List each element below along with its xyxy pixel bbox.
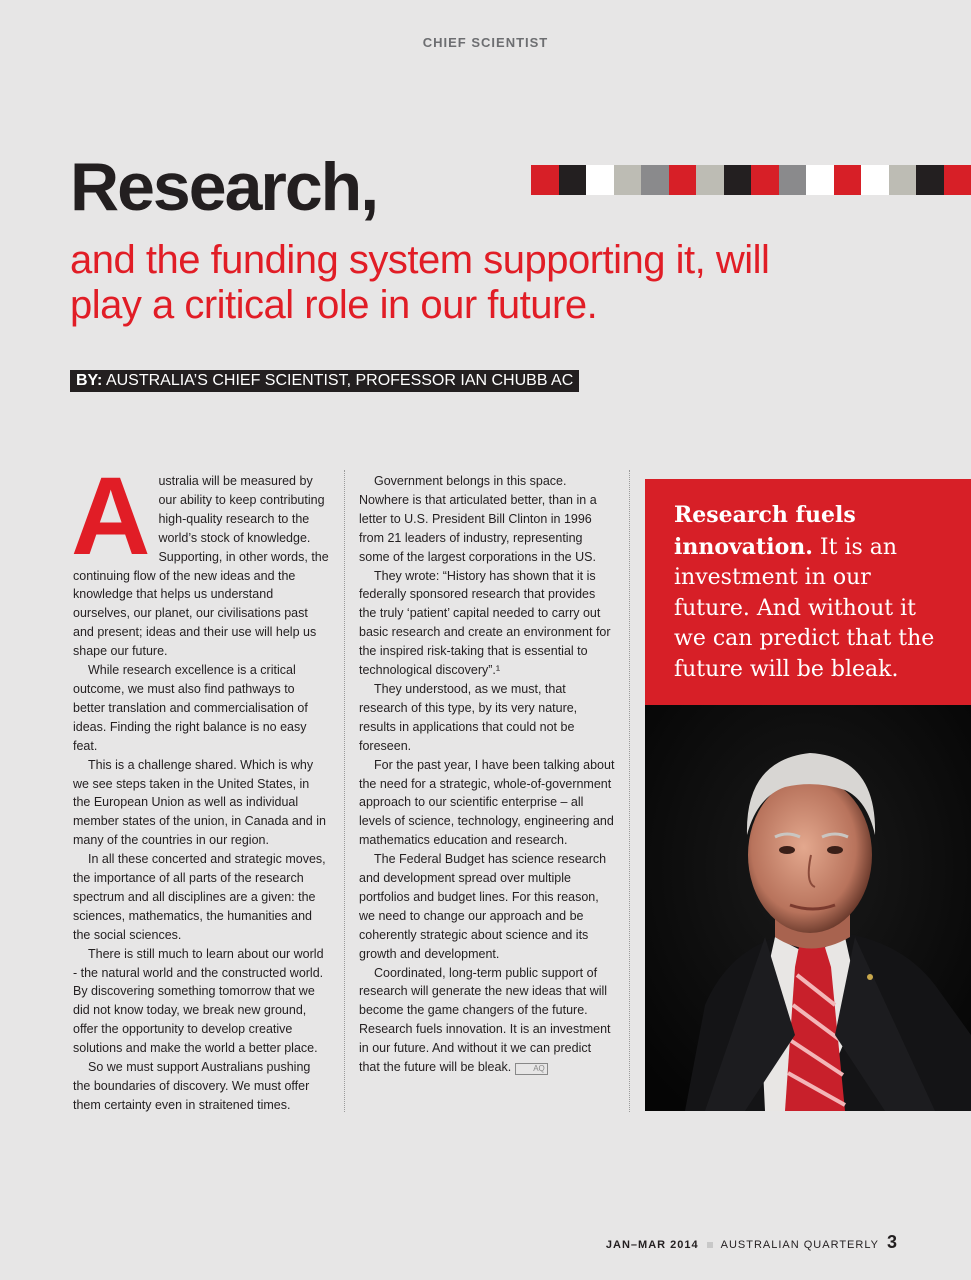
byline-author: AUSTRALIA’S CHIEF SCIENTIST, PROFESSOR IAN CHUBB AC [102, 372, 574, 389]
stripe-block [559, 165, 587, 195]
decorative-stripe [531, 165, 971, 195]
stripe-block [614, 165, 642, 195]
paragraph: There is still much to learn about our world - the natural world and the constructed world. By discovering something tomorrow that we did not know today, we break new ground, offer the opportunity to develop creative solutions and make the world a better place. [73, 946, 324, 1056]
publication-name: AUSTRALIAN QUARTERLY [720, 1239, 879, 1251]
stripe-block [724, 165, 752, 195]
paragraph [359, 964, 615, 1077]
separator-square-icon [707, 1242, 713, 1248]
stripe-block [889, 165, 917, 195]
paragraph: The Federal Budget has science research and development spread over multiple portfolios and budget lines. For this reason, we need to change our approach and be coherently strategic about science and its growth and development. [359, 852, 607, 961]
article-title: Research, [70, 149, 378, 225]
article-subtitle: and the funding system supporting it, will play a critical role in our future. [70, 238, 770, 327]
paragraph-text: Coordinated, long-term public support of research will generate the new ideas that will become the game changers of the future. Research fuels innovation. It is an investment in our future. And without it we can predict that the future will be bleak. [359, 965, 611, 1075]
pull-quote [645, 479, 971, 705]
paragraph: They understood, as we must, that research of this type, by its very nature, results in applications that could not be foreseen. [359, 681, 578, 753]
end-mark-icon: AQ [515, 1063, 548, 1075]
stripe-block [531, 165, 559, 195]
stripe-block [696, 165, 724, 195]
drop-cap: A [71, 455, 151, 578]
column-divider [344, 470, 345, 1112]
column-divider [629, 470, 630, 1112]
author-portrait [645, 705, 971, 1111]
stripe-block [751, 165, 779, 195]
pull-quote-bold: Research fuels innovation. [674, 502, 856, 560]
stripe-block [641, 165, 669, 195]
portrait-illustration [645, 705, 971, 1111]
stripe-block [806, 165, 834, 195]
page-number: 3 [886, 1232, 898, 1252]
stripe-block [944, 165, 971, 195]
paragraph: While research excellence is a critical outcome, we must also find pathways to better translation and commercialisation of ideas. Finding the right balance is no easy feat. [73, 663, 308, 753]
byline-label: BY: [76, 372, 103, 389]
paragraph [71, 455, 329, 661]
stripe-block [916, 165, 944, 195]
stripe-block [586, 165, 614, 195]
paragraph: In all these concerted and strategic moves, the importance of all parts of the research spectrum and all disciplines are a given: the sciences, mathematics, the humanities and the social sciences. [73, 852, 326, 942]
paragraph: This is a challenge shared. Which is why we see steps taken in the United States, in the European Union as well as individual member states of the union, in Canada and in many of the countries in our region. [73, 757, 326, 848]
stripe-block [779, 165, 807, 195]
paragraph: For the past year, I have been talking about the need for a strategic, whole-of-government approach to our scientific enterprise – all levels of science, technology, engineering and mathematics education and research. [359, 757, 615, 848]
paragraph-text: ustralia will be measured by our ability to keep contributing high-quality research to the world’s stock of knowledge. Supporting, in other words, the continuing flow of the new ideas and the knowledge that helps us understand ourselves, our planet, our civilisations past and present; ideas and their use will help us shape our future. [73, 474, 329, 659]
stripe-block [669, 165, 697, 195]
paragraph: Government belongs in this space. Nowhere is that articulated better, than in a letter to U.S. President Bill Clinton in 1996 from 21 leaders of industry, representing some of the largest corporations in the US. [359, 474, 597, 564]
page-footer [606, 1232, 898, 1253]
byline [70, 370, 579, 392]
section-label: CHIEF SCIENTIST [422, 35, 549, 50]
paragraph: So we must support Australians pushing the boundaries of discovery. We must offer them certainty even in straitened times. [73, 1060, 311, 1112]
stripe-block [861, 165, 889, 195]
pull-quote-text: It is an investment in our future. And without it we can predict that the future will be bleak. [674, 534, 935, 682]
article-column-1 [71, 455, 329, 1115]
stripe-block [834, 165, 862, 195]
paragraph: They wrote: “History has shown that it is federally sponsored research that provides the truly ‘patient’ capital needed to carry out basic research and create an environment for the inspired risk-taking that is essential to technological discovery”.¹ [359, 568, 611, 678]
issue-date: JAN–MAR 2014 [605, 1239, 699, 1251]
article-column-2 [359, 472, 615, 1077]
